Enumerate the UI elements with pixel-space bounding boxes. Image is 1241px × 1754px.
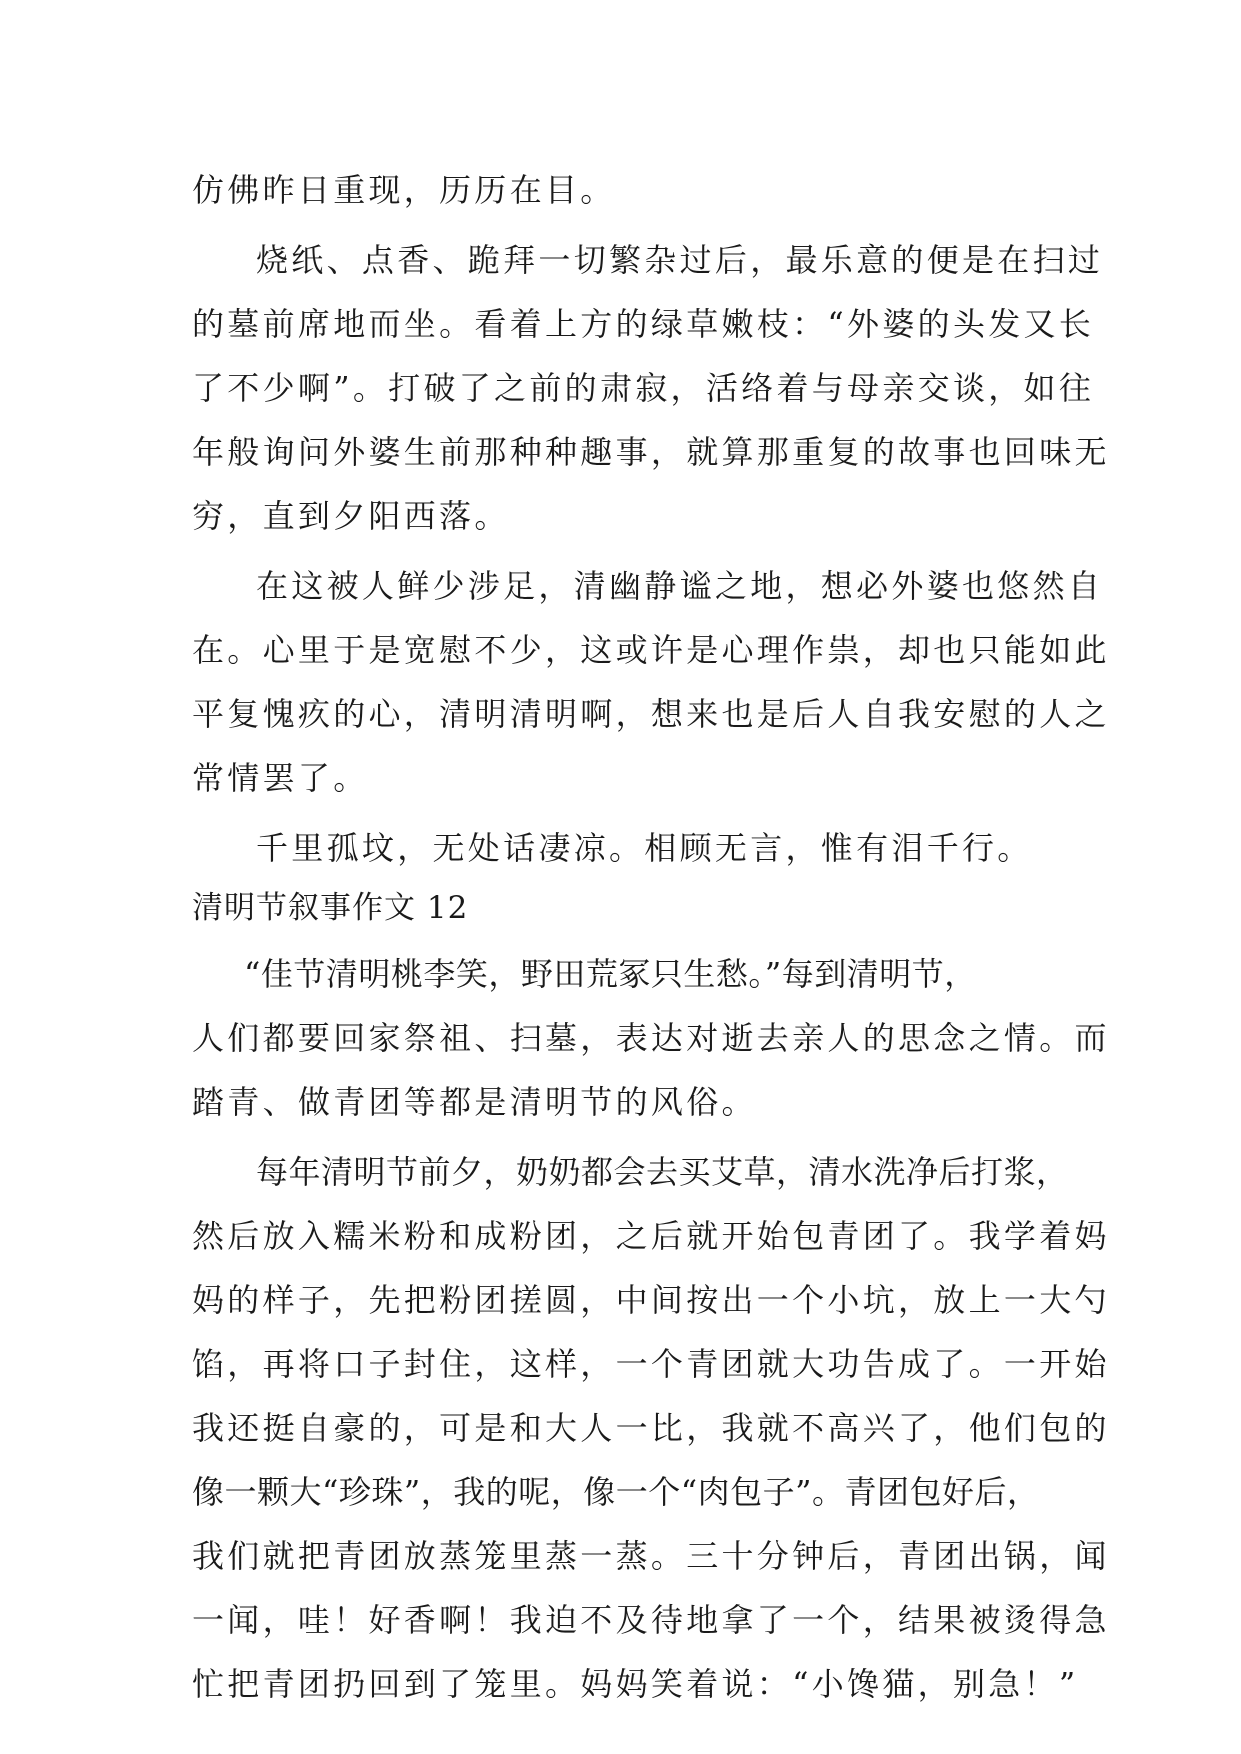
- paragraph-line: 像一颗大“珍珠”，我的呢，像一个“肉包子”。青团包好后，: [192, 1473, 1040, 1511]
- paragraph-line: “佳节清明桃李笑，野田荒冢只生愁。”每到清明节，: [244, 955, 977, 993]
- paragraph-line: 平复愧疚的心，清明清明啊，想来也是后人自我安慰的人之: [192, 695, 1110, 733]
- paragraph-line: 烧纸、点香、跪拜一切繁杂过后，最乐意的便是在扫过: [256, 241, 1104, 279]
- paragraph-line: 忙把青团扔回到了笼里。妈妈笑着说：“小馋猫，别急！”: [192, 1665, 1079, 1703]
- paragraph-line: 在这被人鲜少涉足，清幽静谧之地，想必外婆也悠然自: [256, 567, 1104, 605]
- document-body: [192, 158, 1110, 1716]
- paragraph-line: 我还挺自豪的，可是和大人一比，我就不高兴了，他们包的: [192, 1409, 1110, 1447]
- paragraph-line: 一闻，哇！好香啊！我迫不及待地拿了一个，结果被烫得急: [192, 1601, 1110, 1639]
- paragraph-line: 在。心里于是宽慰不少，这或许是心理作祟，却也只能如此: [192, 631, 1110, 669]
- paragraph-line: 然后放入糯米粉和成粉团，之后就开始包青团了。我学着妈: [192, 1217, 1110, 1255]
- paragraph-line: 馅，再将口子封住，这样，一个青团就大功告成了。一开始: [192, 1345, 1110, 1383]
- paragraph-line: 每年清明节前夕，奶奶都会去买艾草，清水洗净后打浆，: [256, 1153, 1069, 1191]
- section-title: 清明节叙事作文 12: [192, 890, 469, 926]
- paragraph-line: 我们就把青团放蒸笼里蒸一蒸。三十分钟后，青团出锅，闻: [192, 1537, 1110, 1575]
- paragraph-line: 穷，直到夕阳西落。: [192, 497, 510, 535]
- paragraph-line: 年般询问外婆生前那种种趣事，就算那重复的故事也回味无: [192, 433, 1110, 471]
- paragraph-line: 妈的样子，先把粉团搓圆，中间按出一个小坑，放上一大勺: [192, 1281, 1110, 1319]
- paragraph-line: 人们都要回家祭祖、扫墓，表达对逝去亲人的思念之情。而: [192, 1019, 1110, 1057]
- paragraph-line: 常情罢了。: [192, 759, 369, 797]
- paragraph-line: 千里孤坟，无处话凄凉。相顾无言，惟有泪千行。: [256, 829, 1033, 867]
- paragraph-line: 了不少啊”。打破了之前的肃寂，活络着与母亲交谈，如往: [192, 369, 1095, 407]
- paragraph-line: 的墓前席地而坐。看着上方的绿草嫩枝：“外婆的头发又长: [192, 305, 1095, 343]
- paragraph-line: 仿佛昨日重现，历历在目。: [192, 171, 616, 209]
- paragraph-line: 踏青、做青团等都是清明节的风俗。: [192, 1083, 757, 1121]
